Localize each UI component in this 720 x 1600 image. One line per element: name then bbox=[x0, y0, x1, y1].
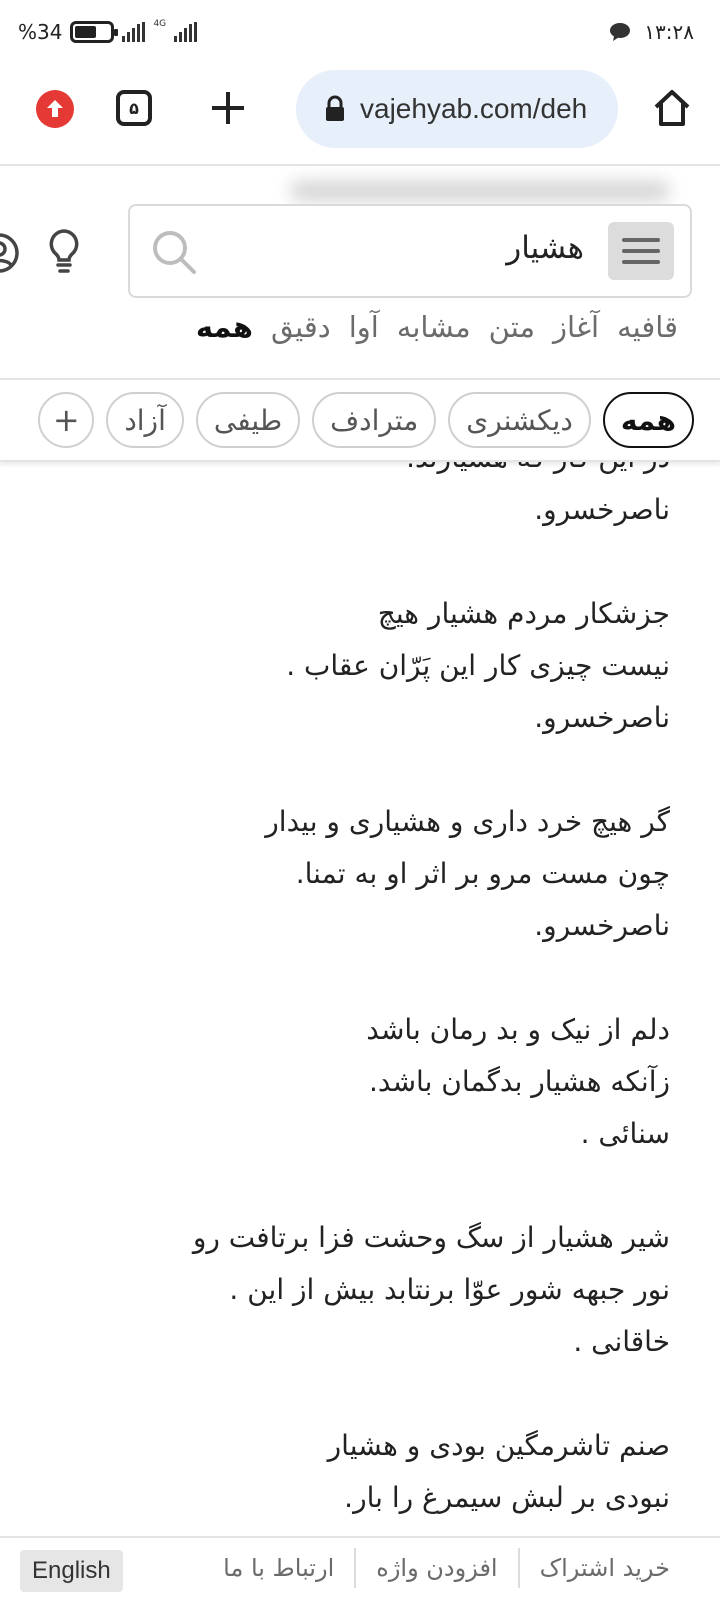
search-box[interactable] bbox=[128, 204, 692, 298]
battery-percent: %34 bbox=[18, 20, 63, 44]
content-line: ناصرخسرو. bbox=[534, 493, 670, 526]
stanza-gap bbox=[30, 952, 670, 1004]
site-header bbox=[0, 166, 720, 380]
content-line: سنائی . bbox=[580, 1117, 670, 1150]
filter-tab[interactable]: همه bbox=[195, 310, 253, 344]
footer-link[interactable]: ارتباط با ما bbox=[223, 1554, 335, 1582]
content-line: نور جبهه شور عوّا برنتابد بیش از این . bbox=[229, 1273, 670, 1306]
content-line: ناصرخسرو. bbox=[534, 701, 670, 734]
browser-toolbar bbox=[0, 70, 720, 166]
footer-links bbox=[203, 1548, 690, 1588]
filter-tab[interactable]: متن bbox=[488, 310, 536, 344]
results-content bbox=[0, 462, 720, 1538]
home-icon bbox=[652, 88, 692, 128]
content-line: چون مست مرو بر اثر او به تمنا. bbox=[295, 857, 670, 890]
stanza-gap bbox=[30, 536, 670, 588]
footer-link[interactable]: افزودن واژه bbox=[376, 1554, 498, 1582]
home-button[interactable] bbox=[652, 88, 692, 128]
stanza-gap bbox=[30, 744, 670, 796]
lightbulb-icon[interactable] bbox=[44, 228, 84, 274]
menu-icon-bar bbox=[622, 238, 660, 242]
url-text: vajehyab.com/deh bbox=[360, 93, 588, 124]
filter-chip[interactable]: مترادف bbox=[312, 392, 436, 448]
content-line: زآنکه هشیار بدگمان باشد. bbox=[369, 1065, 670, 1098]
filter-tab[interactable]: مشابه bbox=[396, 310, 471, 344]
arrow-up-icon bbox=[43, 97, 67, 121]
tabs-button[interactable]: ۵ bbox=[116, 90, 152, 126]
filter-chip[interactable]: دیکشنری bbox=[448, 392, 591, 448]
signal-icon bbox=[122, 22, 145, 42]
stanza-gap bbox=[30, 1368, 670, 1420]
blurred-banner bbox=[290, 180, 670, 202]
filter-chip[interactable]: آزاد bbox=[106, 392, 184, 448]
filter-tab[interactable]: قافیه bbox=[617, 310, 678, 344]
chips-list bbox=[38, 392, 694, 448]
footer-link[interactable]: خرید اشتراک bbox=[539, 1554, 670, 1582]
content-line: نیست چیزی کار این پَرّان عقاب . bbox=[286, 649, 670, 682]
content-line: جزشکار مردم هشیار هیچ bbox=[377, 597, 670, 630]
stanza-gap bbox=[30, 1160, 670, 1212]
status-right bbox=[608, 20, 694, 44]
filter-tab[interactable]: آوا bbox=[348, 310, 379, 344]
filter-chip[interactable]: همه bbox=[603, 392, 694, 448]
chat-notification-icon bbox=[608, 21, 632, 43]
content-line: گر هیچ خرد داری و هشیاری و بیدار bbox=[265, 805, 670, 838]
search-input[interactable]: هشیار bbox=[506, 230, 584, 266]
footer bbox=[0, 1536, 720, 1600]
status-bar bbox=[0, 0, 720, 70]
content-line: دلم از نیک و بد رمان باشد bbox=[366, 1013, 670, 1046]
filter-chip[interactable]: طیفی bbox=[196, 392, 300, 448]
results-text bbox=[30, 432, 670, 1524]
content-line: شیر هشیار از سگ وحشت فزا برتافت رو bbox=[192, 1221, 670, 1254]
content-line: صنم تاشرمگین بودی و هشیار bbox=[327, 1429, 670, 1462]
new-tab-button[interactable] bbox=[208, 88, 248, 128]
user-account-icon[interactable] bbox=[0, 232, 20, 274]
content-line: نبودی بر لبش سیمرغ را بار. bbox=[344, 1481, 670, 1514]
filter-tab[interactable]: آغاز bbox=[553, 310, 600, 344]
battery-icon bbox=[70, 21, 114, 43]
clock: ۱۳:۲۸ bbox=[644, 20, 694, 44]
content-line: خاقانی . bbox=[573, 1325, 670, 1358]
signal-2-icon bbox=[174, 22, 197, 42]
network-type: 4G bbox=[153, 19, 167, 29]
search-icon[interactable] bbox=[150, 228, 198, 276]
filter-tab[interactable]: دقیق bbox=[270, 310, 331, 344]
upload-button[interactable] bbox=[36, 90, 74, 128]
add-chip-button[interactable]: + bbox=[38, 392, 94, 448]
lock-icon bbox=[324, 96, 346, 122]
filter-tabs bbox=[196, 310, 678, 344]
language-button[interactable]: English bbox=[20, 1550, 123, 1592]
content-line: ناصرخسرو. bbox=[534, 909, 670, 942]
plus-icon bbox=[210, 90, 246, 126]
address-bar[interactable] bbox=[296, 70, 618, 148]
status-left bbox=[18, 20, 197, 44]
chips-bar bbox=[0, 382, 720, 462]
menu-button[interactable] bbox=[608, 222, 674, 280]
